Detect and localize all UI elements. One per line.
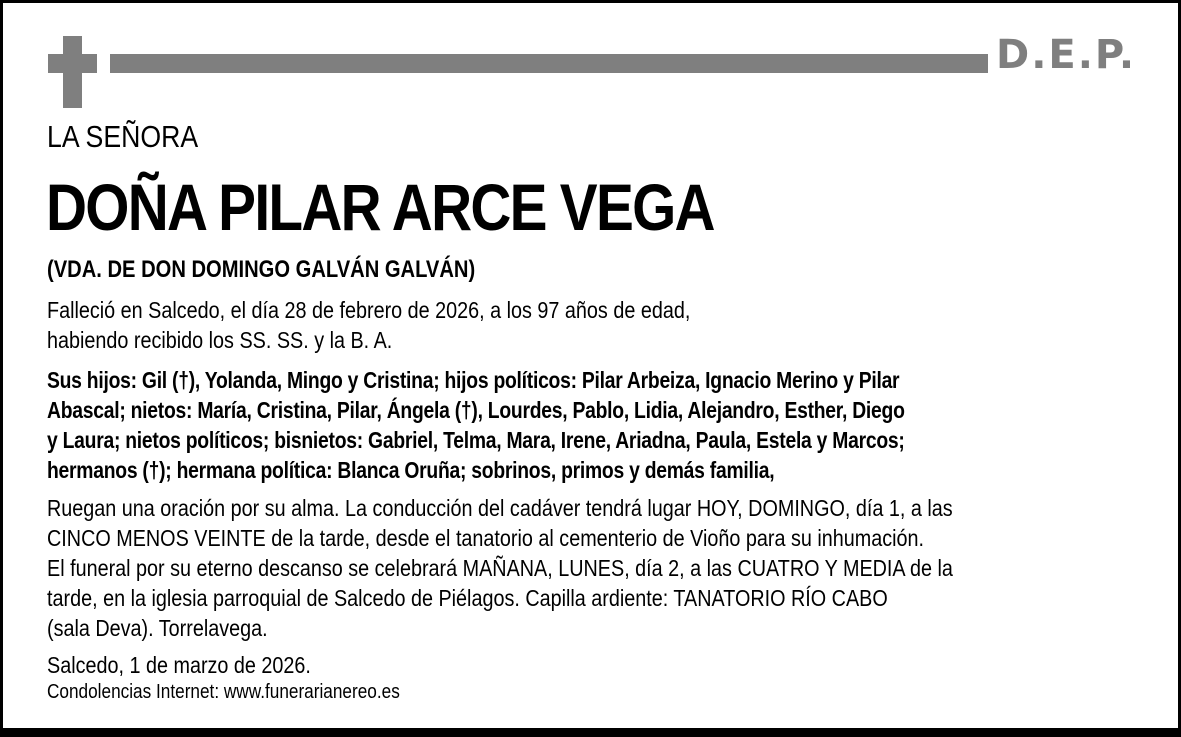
widow-of: (VDA. DE DON DOMINGO GALVÁN GALVÁN)	[47, 256, 476, 283]
obituary-card	[3, 3, 1178, 728]
place-date: Salcedo, 1 de marzo de 2026.	[47, 652, 311, 678]
deceased-name: DOÑA PILAR ARCE VEGA	[46, 170, 714, 244]
condolences-line: Condolencias Internet: www.funerarianereo.es	[47, 681, 400, 703]
family-line: Sus hijos: Gil (†), Yolanda, Mingo y Cristina; hijos políticos: Pilar Arbeiza, Ignacio Merino y Pilar	[47, 367, 900, 393]
service-line: (sala Deva). Torrelavega.	[47, 615, 268, 641]
service-paragraph	[47, 493, 953, 643]
header-rule	[110, 54, 988, 73]
family-line: hermanos (†); hermana política: Blanca Oruña; sobrinos, primos y demás familia,	[47, 457, 775, 483]
family-line: y Laura; nietos políticos; bisnietos: Gabriel, Telma, Mara, Irene, Ariadna, Paula, Estela y Marcos;	[47, 427, 905, 453]
death-paragraph	[47, 295, 690, 355]
death-line: Falleció en Salcedo, el día 28 de febrero de 2026, a los 97 años de edad,	[47, 297, 691, 323]
service-line: El funeral por su eterno descanso se celebrará MAÑANA, LUNES, día 2, a las CUATRO Y MEDIA de la	[47, 555, 953, 581]
service-line: Ruegan una oración por su alma. La conducción del cadáver tendrá lugar HOY, DOMINGO, día 1, a las	[47, 495, 953, 521]
cross-icon-horizontal	[48, 54, 97, 73]
family-line: Abascal; nietos: María, Cristina, Pilar, Ángela (†), Lourdes, Pablo, Lidia, Alejandro, Esther, Diego	[47, 397, 905, 423]
service-line: CINCO MENOS VEINTE de la tarde, desde el tanatorio al cementerio de Vioño para su inhumación.	[47, 525, 924, 551]
dep-label: D.E.P.	[996, 32, 1137, 78]
death-line: habiendo recibido los SS. SS. y la B. A.	[47, 327, 393, 353]
family-paragraph	[47, 365, 905, 485]
honorific: LA SEÑORA	[47, 119, 199, 154]
service-line: tarde, en la iglesia parroquial de Salcedo de Piélagos. Capilla ardiente: TANATORIO RÍO CABO	[47, 585, 888, 611]
